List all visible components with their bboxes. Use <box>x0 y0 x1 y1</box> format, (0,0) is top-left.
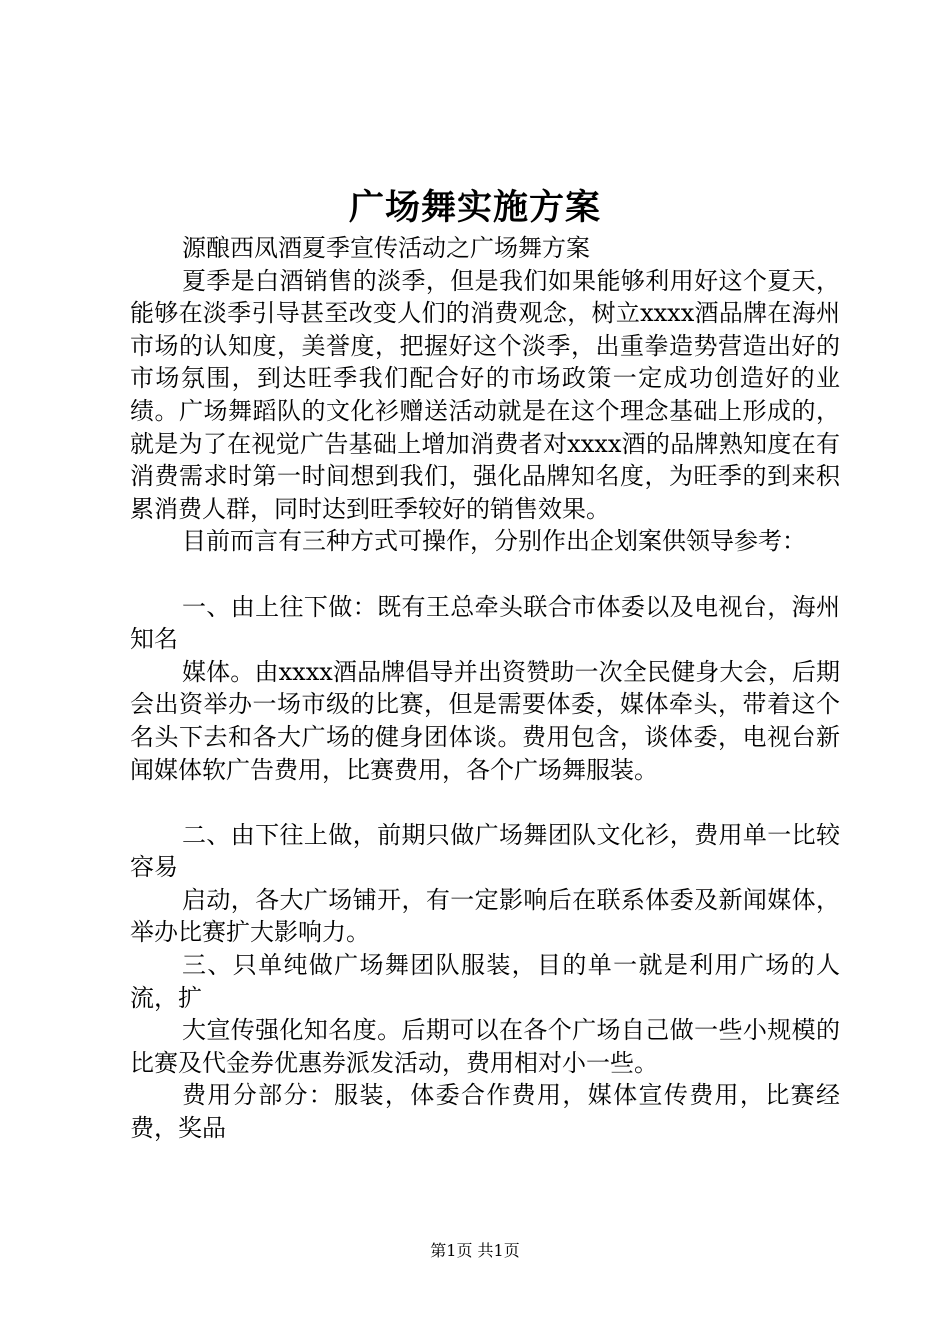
option-two-detail: 启动，各大广场铺开，有一定影响后在联系体委及新闻媒体，举办比赛扩大影响力。 <box>130 885 840 947</box>
document-body <box>130 232 840 1145</box>
cost-breakdown-paragraph: 费用分部分：服装，体委合作费用，媒体宣传费用，比赛经费，奖品 <box>130 1081 840 1143</box>
blank-line <box>130 786 840 819</box>
blank-line <box>130 558 840 591</box>
option-three-heading: 三、只单纯做广场舞团队服装，目的单一就是利用广场的人流，扩 <box>130 951 840 1012</box>
option-three-detail: 大宣传强化知名度。后期可以在各个广场自己做一些小规模的比赛及代金券优惠券派发活动，费用相对小一些。 <box>130 1016 840 1077</box>
option-two-heading: 二、由下往上做，前期只做广场舞团队文化衫，费用单一比较容易 <box>130 820 840 882</box>
intro-paragraph: 夏季是白酒销售的淡季，但是我们如果能够利用好这个夏天，能够在淡季引导甚至改变人们的消费观念，树立xxxx酒品牌在海州市场的认知度，美誉度，把握好这个淡季，出重拳造势营造出好的市场氛围，到达旺季我们配合好的市场政策一定成功创造好的业绩。广场舞蹈队的文化衫赠送活动就是在这个理念基础上形成的，就是为了在视觉广告基础上增加消费者对xxxx酒的品牌熟知度在有消费需求时第一时间想到我们，强化品牌知名度，为旺季的到来积累消费人群，同时达到旺季较好的销售效果。 <box>130 266 840 523</box>
options-intro-paragraph: 目前而言有三种方式可操作，分别作出企划案供领导参考： <box>182 527 806 556</box>
document-title: 广场舞实施方案 <box>348 187 601 228</box>
page-footer: 第1页 共1页 <box>430 1241 520 1260</box>
option-one-detail: 媒体。由xxxx酒品牌倡导并出资赞助一次全民健身大会，后期会出资举办一场市级的比赛，但是需要体委，媒体牵头，带着这个名头下去和各大广场的健身团体谈。费用包含，谈体委，电视台新闻媒体软广告费用，比赛费用，各个广场舞服装。 <box>130 657 840 784</box>
option-one-heading: 一、由上往下做：既有王总牵头联合市体委以及电视台，海州知名 <box>130 592 840 654</box>
subtitle-paragraph: 源酿西凤酒夏季宣传活动之广场舞方案 <box>182 234 590 262</box>
